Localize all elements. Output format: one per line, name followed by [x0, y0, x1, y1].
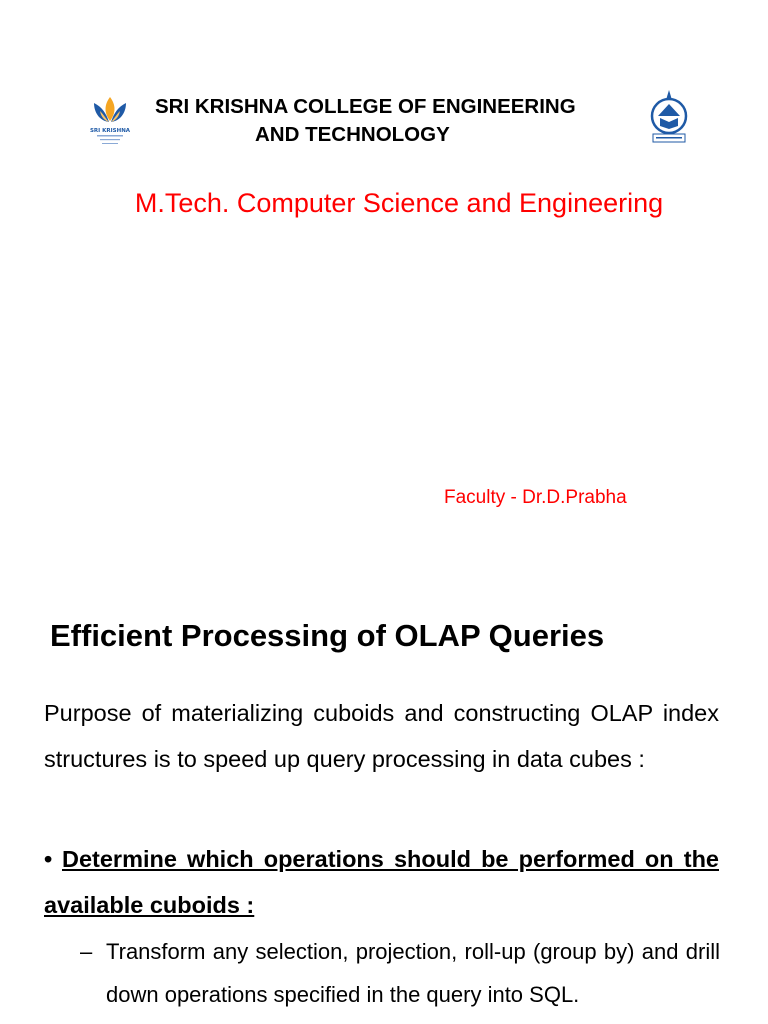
- college-name-line-2: AND TECHNOLOGY: [255, 123, 450, 146]
- bullet-point: [44, 837, 719, 928]
- faculty-name: Faculty - Dr.D.Prabha: [444, 487, 627, 508]
- sub-bullet-text: Transform any selection, projection, roll-up (group by) and drill down operations specified in the query into SQL.: [106, 939, 720, 1007]
- bullet-dot: •: [44, 846, 53, 872]
- sub-bullet-point: [80, 930, 720, 1016]
- slide-title: Efficient Processing of OLAP Queries: [50, 618, 605, 653]
- intro-paragraph: Purpose of materializing cuboids and constructing OLAP index structures is to speed up query processing in data cubes :: [44, 700, 719, 772]
- college-logo: [88, 93, 132, 149]
- college-name: [140, 93, 650, 149]
- university-emblem: [646, 88, 692, 146]
- sub-bullet-dash: –: [80, 939, 93, 964]
- college-logo-text: SRI KRISHNA: [89, 128, 131, 134]
- college-name-line-1: SRI KRISHNA COLLEGE OF ENGINEERING: [155, 95, 576, 118]
- content-slide: [0, 580, 768, 1024]
- bullet-text: Determine which operations should be performed on the available cuboids :: [44, 846, 719, 918]
- program-title: M.Tech. Computer Science and Engineering: [134, 188, 664, 218]
